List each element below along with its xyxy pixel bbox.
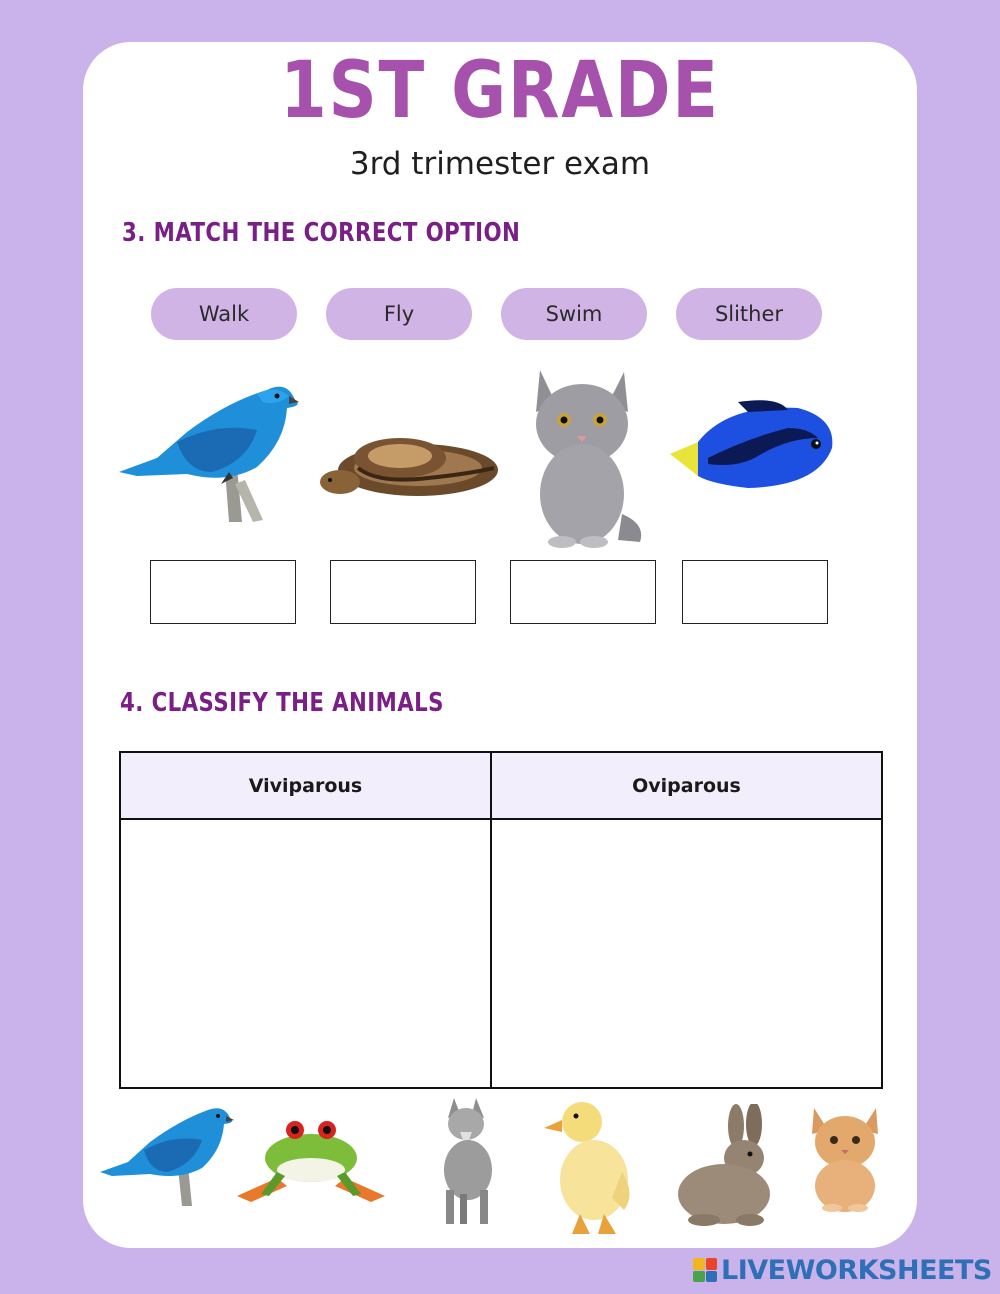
section-4-heading: 4. CLASSIFY THE ANIMALS [120,688,444,718]
option-walk[interactable]: Walk [151,288,297,340]
drag-frog[interactable] [217,1116,405,1208]
drag-kitten[interactable] [806,1104,884,1212]
answer-box-fish[interactable] [682,560,828,624]
answer-box-snake[interactable] [330,560,476,624]
drop-zone-viviparous[interactable] [121,820,492,1087]
liveworksheets-logo [693,1253,992,1287]
snake-image [318,428,504,502]
page-subtitle: 3rd trimester exam [349,146,651,182]
page-title: 1ST GRADE [280,46,720,136]
drag-rabbit[interactable] [674,1104,784,1228]
answer-box-bird[interactable] [150,560,296,624]
drag-wolf[interactable] [424,1090,510,1228]
liveworksheets-icon [693,1258,717,1282]
classification-table [119,751,883,1089]
option-slither[interactable]: Slither [676,288,822,340]
kitten-image [522,364,644,548]
brand-name: LIVEWORKSHEETS [721,1254,992,1286]
answer-box-kitten[interactable] [510,560,656,624]
section-3-heading: 3. MATCH THE CORRECT OPTION [122,218,521,248]
drag-duckling[interactable] [542,1094,636,1240]
drop-zone-oviparous[interactable] [492,820,881,1087]
option-swim[interactable]: Swim [501,288,647,340]
drag-bird[interactable] [98,1098,236,1210]
column-header-viviparous: Viviparous [121,753,492,820]
bird-image [117,372,302,527]
fish-image [668,398,836,494]
column-header-oviparous: Oviparous [492,753,881,820]
option-fly[interactable]: Fly [326,288,472,340]
